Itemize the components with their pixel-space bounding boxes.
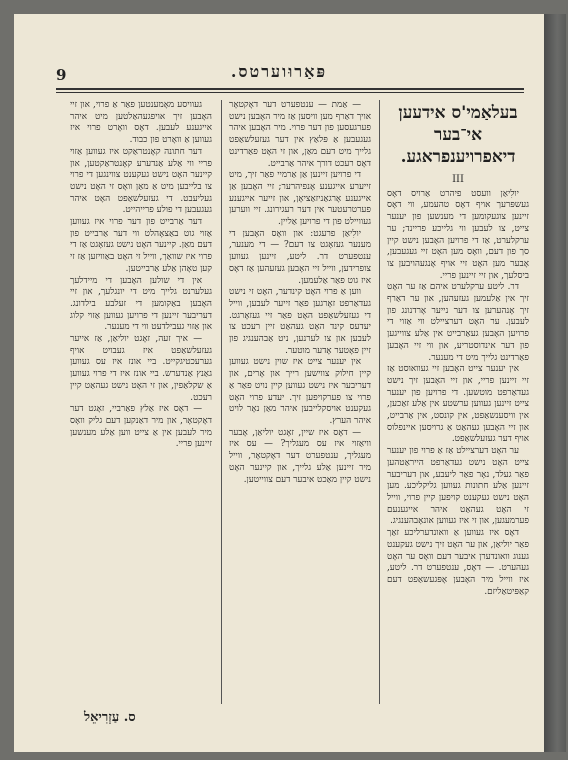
- header-rule-thin: [56, 92, 524, 93]
- section-number: III: [452, 174, 464, 185]
- column-divider: [379, 100, 380, 704]
- paragraph: דר. ליטע ערקלערט איהם אַז ער האָט זיך אין אַלעמען געזעהען, און ער דאַרף זיך אָנהערען צו דער נייער אָרדנונג פון לעבען. ער האָט דערציילט ווי אַזוי די פרויען האָבען געאַרבייט אין אַלע צווייגען פון דער אינדוסטריע, און ווי זיי האָבען פאַרדינט גלייך מיט די מענער.: [387, 282, 529, 363]
- column-middle: [229, 100, 371, 486]
- paragraph: — דאָס איז שיין, זאָגט יוליאַן, אָבער וויאַזוי איז עס מעגליך? — עס איז מעגליך, ענטפערט דער דאָקטאָר, ווייל מיר זיינען אַלע גלייך, און קיינער האָט נישט קיין מאַכט איבער דעם צווייטען.: [229, 427, 371, 485]
- paragraph: אין יענער צייט איז שוין נישט געווען קיין חילוק צווישען רייך און אָרים, און דעריבער איז נישט געווען קיין נויט פאַר אַ פרוי צו פערקויפען זיך. יעדע פרוי האָט געקענט אויסקלייבען איהר מאַן נאָר לויט איהר הערץ.: [229, 357, 371, 426]
- header-rule: [56, 88, 524, 90]
- paragraph: ער האָט דערציילט אַז אַ פרוי פון יענער צייט האָט נישט געדאַרפט הייראַטהען פאַר געלד, נאָר פאַר ליעבע, און דעריבער זיינען אַלע חתונות געווען גליקליכע. מען האָט נישט געקענט קויפען קיין פרוי, ווייל זי האָט געהאַט איהר אייגענעם פערמעגען, און זי איז געווען אונאָבהענגיג.: [387, 446, 529, 527]
- paragraph: אין יענער צייט האָבען זיי געוואוסט אַז זיי זיינען פריי, און זיי האָבען זיך נישט געדאַרפט מוטשען. די פרויען פון יענער צייט זיינען געווען ערשטע אין אַלע זאַכען, אין וויסענשאַפט, אין קונסט, אין אַרבייט, און זיי האָבען געהאַט אַ גרויסען איינפלוס אויף דער געזעלשאַפט.: [387, 364, 529, 445]
- paragraph: די פרויען זיינען אַן אַרמיי פאַר זיך, מיט זייערע אייגענע אָנפיהרער; זיי האָבען אַן אייגענע אָרגאַניזאַציאָן, און זייער אייגענע פערטרעטער אין דער רעגירונג. זיי ווערען געוויילט פון די פרויען אַליין.: [229, 170, 371, 228]
- column-divider: [221, 100, 222, 704]
- paragraph: דאָס איז געווען אַ וואונדערליכע זאַך פאַר יוליאַן, און ער האָט זיך נישט געקענט גענוג וואונדערן איבער דעם וואָס ער האָט געהערט. — דאָס, ענטפערט דר. ליטע, איז ווייל מיר האָבען אָפּגעשאַפט דעם קאַפּיטאַליזם.: [387, 528, 529, 597]
- paragraph: יולִיאַן וועסט פיהרט אַרויס דאָס געשפּרעך אויף דאָס טהעמע, ווי דאָס זיינען צוגעקומען די מענשען פון יענער צייט, צו לעבען ווי גלייכע פריינד; ער ערקלערט, אַז די פרויען האָבען נישט קיין סך פון דעם, וואָס מען האָט זיי געגעבען, אָבער מען האָט זיי אויף אָנגעהויבען צו ביסלעך, און זיי זיינען פריי.: [387, 188, 529, 281]
- running-title: פּאַרוּוערטס.: [230, 62, 328, 81]
- paragraph: דער חתונה קאָנטראַקט איז געווען אַזוי פריי ווי אַלע אַנדערע קאָנטראַקטען, און קיינער האָט נישט געקענט צווינגען די פרוי צו בלייבען מיט אַ מאַן וואָס זי האָט נישט געליעבט. די געזעלשאַפט האָט איהר געגעבען די פולע פרייהייט.: [70, 146, 212, 216]
- paragraph: אין די שולען האָבען די מיידלעך געלערנט גלייך מיט די יונגלעך, און זיי האָבען באַקומען די זעלבע בילדונג. דעריבער זיינען די פרויען געווען אַזוי קלוג און אַזוי געבילדעט ווי די מענער.: [70, 275, 212, 333]
- column-left: [70, 100, 212, 451]
- paragraph: — אַמת — ענטפערט דער דאָקטאָר אויך דאַרף מען וויסען אַז מיר האָבען נישט פערגעסען פון דער פרוי. מיר האָבען איהר געגעבען אַ פּלאַץ אין דער געזעלשאַפט גלייך מיט דעם מאַן, און זי האָט פאַרדינט דאָס רעכט דורך איהר אַרבייט.: [229, 100, 371, 169]
- author-signature: ס. עַזְרִיאֵל: [84, 710, 136, 725]
- page-number: 9: [56, 66, 67, 84]
- page-edge-shadow: [544, 14, 566, 752]
- paragraph: יולִיאַן פרעגט: און וואָס האָבען די מענער געזאָגט צו דעם? — די מענער, ענטפערט דר. ליטע, זיינען געווען צופרידען, ווייל זיי האָבען געזעהען אַז דאָס איז גוט פאַר אַלעמען.: [229, 228, 371, 286]
- paragraph: ווען אַ פרוי האָט קינדער, האָט זי נישט געדאַרפט זאָרגען פאַר זייער לעבען, ווייל די געזעלשאַפט האָט פאַר זיי געזאָרגט. יעדעס קינד האָט געהאַט זיין רעכט צו לעבען און צו לערנען, ניט אַבהענגיג פון זיין פאָטער אָדער מוטער.: [229, 287, 371, 356]
- paragraph: — איך זעה, זאָגט יוליאַן, אַז אייער געזעלשאַפט איז געבויט אויף גערעכטיגקייט. ביי אונז איז עס געווען גאַנץ אַנדערש. ביי אונז איז די פרוי געווען אַ שקלאַפין, און זי האָט נישט געהאַט קיין רעכט.: [70, 334, 212, 403]
- paragraph: געוויסע מאָמענטען פאַר אַ פרוי, און זיי האָבען זיך אויפגעהאַלטען מיט איהר אייגענע לעבען. דאָס וואָרט פרוי איז געווען אַ וואָרט פון כבוד.: [70, 100, 212, 146]
- paragraph: — דאָס איז אַלץ פאַרביי, זאָגט דער דאָקטאָר, און מיר דאַנקען דעם גליק וואָס מיר לעבען אין אַ צייט ווען אַלע מענשען זיינען פריי.: [70, 404, 212, 450]
- magazine-page: [14, 14, 544, 752]
- paragraph: דער אַרבייט פון דער פרוי איז געווען אַזוי גוט באַצאָהלט ווי דער אַרבייט פון דעם מאַן. קיינער האָט נישט געזאָגט אַז די פרוי איז שוואַך, ווייל זי האָט באַוויזען אַז זי קען טאָהן אַלע אַרבייטען.: [70, 217, 212, 274]
- column-right: [387, 100, 529, 598]
- article-title: בעלאַמי'ס אידעען אי־בער דיאפרויענפראגע.: [398, 103, 518, 167]
